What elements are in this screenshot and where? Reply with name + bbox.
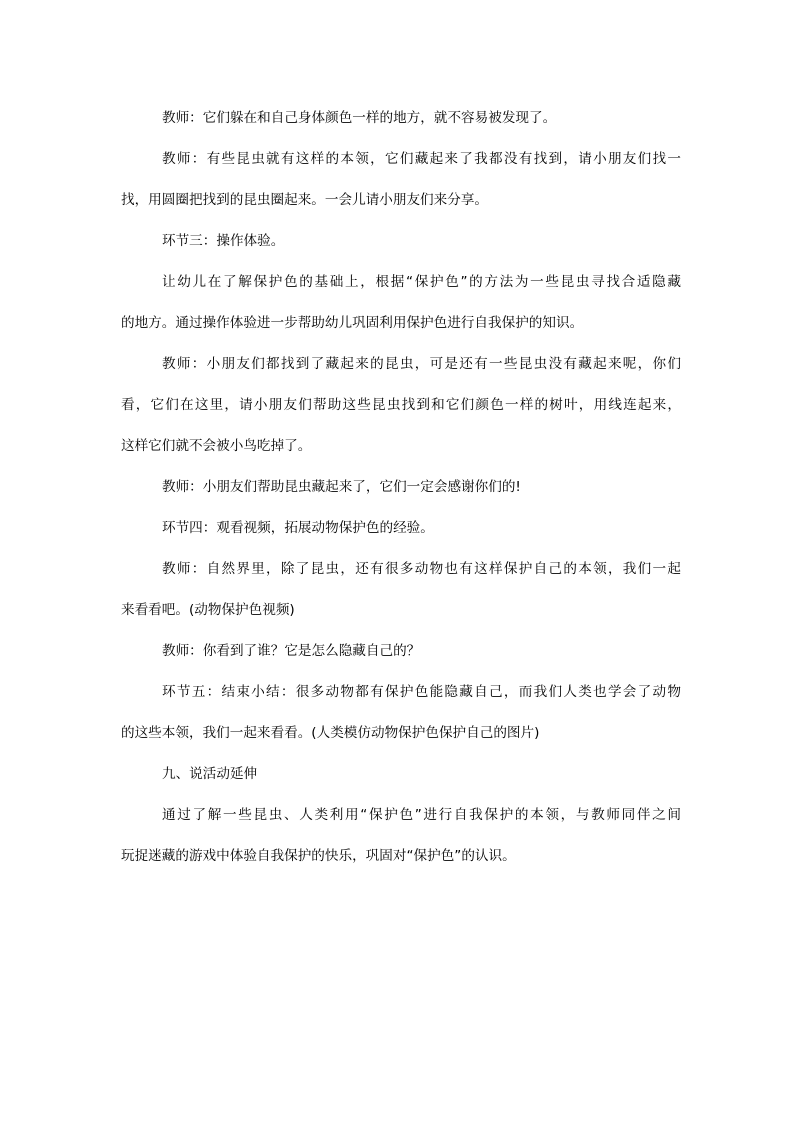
paragraph-line: 找，用圆圈把找到的昆虫圈起来。一会儿请小朋友们来分享。	[121, 192, 489, 208]
section-heading: 环节四：观看视频，拓展动物保护色的经验。	[162, 520, 434, 536]
paragraph-line: 的这些本领，我们一起来看看。(人类模仿动物保护色保护自己的图片)	[121, 725, 540, 741]
paragraph-line: 看，它们在这里，请小朋友们帮助这些昆虫找到和它们颜色一样的树叶，用线连起来，	[121, 397, 681, 413]
paragraph-line: 教师：它们躲在和自己身体颜色一样的地方，就不容易被发现了。	[162, 110, 557, 126]
paragraph-line: 教师：你看到了谁？它是怎么隐藏自己的？	[162, 643, 421, 659]
paragraph-line: 玩捉迷藏的游戏中体验自我保护的快乐，巩固对“保护色”的认识。	[121, 848, 516, 864]
paragraph-line: 教师：自然界里，除了昆虫，还有很多动物也有这样保护自己的本领，我们一起	[162, 561, 681, 577]
paragraph-line: 教师：小朋友们都找到了藏起来的昆虫，可是还有一些昆虫没有藏起来呢，你们	[162, 356, 681, 372]
paragraph-line: 教师：有些昆虫就有这样的本领，它们藏起来了我都没有找到，请小朋友们找一	[162, 151, 681, 167]
paragraph-line: 教师：小朋友们帮助昆虫藏起来了，它们一定会感谢你们的!	[162, 479, 521, 495]
paragraph-line: 让幼儿在了解保护色的基础上，根据“保护色”的方法为一些昆虫寻找合适隐藏	[162, 274, 681, 290]
paragraph-line: 来看看吧。(动物保护色视频)	[121, 602, 295, 618]
paragraph-line: 的地方。通过操作体验进一步帮助幼儿巩固利用保护色进行自我保护的知识。	[121, 315, 584, 331]
paragraph-line: 这样它们就不会被小鸟吃掉了。	[121, 438, 312, 454]
paragraph-line: 通过了解一些昆虫、人类利用“保护色”进行自我保护的本领，与教师同伴之间	[162, 807, 681, 823]
section-heading: 九、说活动延伸	[162, 766, 258, 782]
section-heading: 环节三：操作体验。	[162, 233, 285, 249]
section-heading: 环节五：结束小结：很多动物都有保护色能隐藏自己，而我们人类也学会了动物	[162, 684, 681, 700]
